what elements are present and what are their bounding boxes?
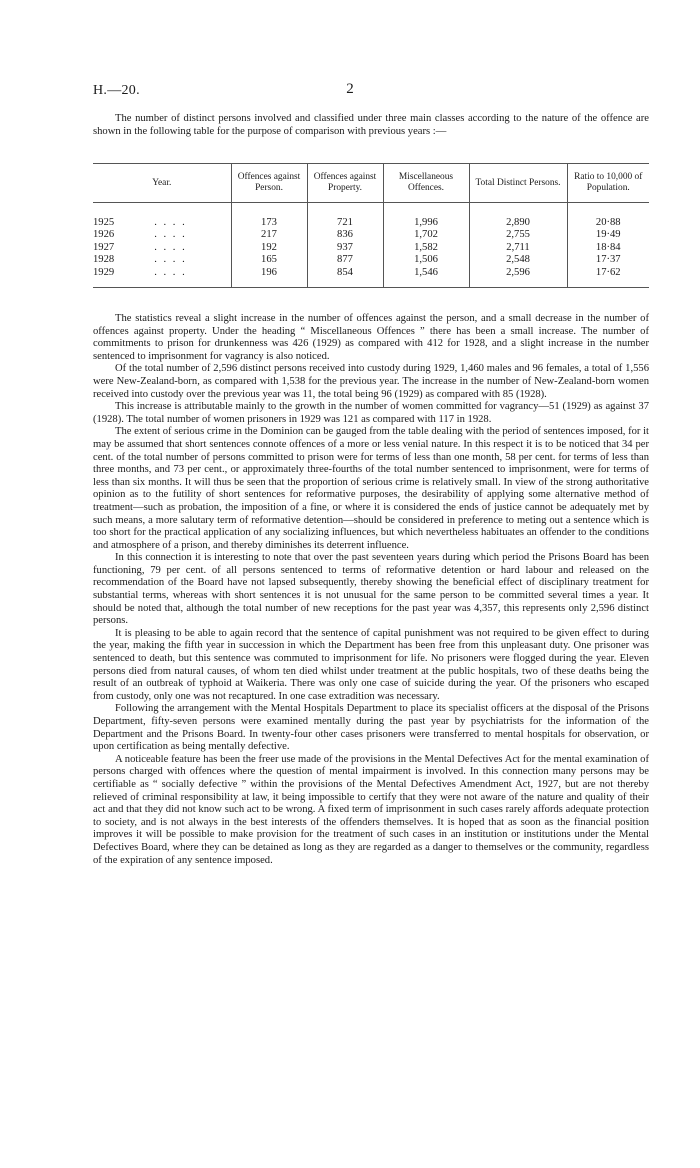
dot-leader: . . . . bbox=[154, 229, 187, 241]
document-reference: H.—20. bbox=[93, 83, 140, 98]
dot-leader: . . . . bbox=[154, 217, 187, 228]
column-header: Ratio to 10,000 of Population. bbox=[567, 164, 649, 203]
table-header-row bbox=[93, 164, 649, 203]
table-cell: 1,582 bbox=[383, 242, 469, 254]
paragraph: A noticeable feature has been the freer use made of the provisions in the Mental Defectives Act for the mental examination of persons charged with offences where the question of mental impairment is involved. In this connection many persons may be certifiable as “ socially defective ” within the provisions of the Mental Defectives Amendment Act, 1927, but are not thereby relieved of criminal responsibility at law, it being impossible to certify that they were not aware of the nature and quality of their act and that they did not know such act to be wrong. A fixed term of imprisonment in such cases rarely affords adequate protection to society, and is not always in the best interests of the offenders themselves. It is hoped that as soon as the financial position improves it will be possible to make provision for the treatment of such cases in an institution or institutions under the Mental Defectives Board, where they can be detained as long as they are regarded as a danger to themselves or the community, regardless of the expiration of any sentence imposed. bbox=[93, 753, 649, 866]
table-cell: 2,711 bbox=[469, 242, 567, 254]
table-cell: 19·49 bbox=[567, 229, 649, 241]
table-cell: 721 bbox=[307, 217, 383, 229]
dot-leader: . . . . bbox=[154, 241, 187, 253]
table-cell: 836 bbox=[307, 229, 383, 241]
paragraph: In this connection it is interesting to note that over the past seventeen years during which period the Prisons Board has been functioning, 79 per cent. of all persons sentenced to terms of reformative detention or hard labour and released on the recommendation of the Board have not lapsed subsequently, thereby showing the beneficial effect of disciplinary treatment for substantial terms, whereas with short sentences it is not unusual for the same person to be committed several times a year. It should be noted that, although the total number of new receptions for the past year was 4,357, this represents only 2,596 distinct persons. bbox=[93, 552, 649, 627]
table-cell: 1,546 bbox=[383, 267, 469, 288]
offences-table bbox=[93, 163, 649, 288]
table-cell: 937 bbox=[307, 242, 383, 254]
table-cell: 196 bbox=[231, 267, 307, 288]
table-cell: 2,548 bbox=[469, 254, 567, 266]
intro-paragraph bbox=[93, 113, 649, 138]
table-cell: 2,890 bbox=[469, 217, 567, 229]
table-cell: 1,996 bbox=[383, 217, 469, 229]
table-cell: 2,755 bbox=[469, 229, 567, 241]
paragraph: This increase is attributable mainly to the growth in the number of women committed for vagrancy—51 (1929) as against 37 (1928). The total number of women prisoners in 1929 was 121 as compared with 117 in 1928. bbox=[93, 401, 649, 425]
column-header: Offences against Person. bbox=[231, 164, 307, 203]
body-text bbox=[93, 313, 649, 867]
table-cell: 165 bbox=[231, 254, 307, 266]
year-cell: 1928 bbox=[93, 254, 115, 266]
year-cell: 1927 bbox=[93, 241, 115, 253]
paragraph: The extent of serious crime in the Dominion can be gauged from the table dealing with the period of sentences imposed, for it may be assumed that short sentences connote offences of a more or less venial nature. In this respect it is to be noticed that 34 per cent. of the total number of persons committed to prison were for terms of less than one month, 58 per cent. for terms of less than three months, and 73 per cent., or approximately three-fourths of the total number sentenced to imprisonment, were for terms of less than six months. It will thus be seen that the proportion of serious crime is relatively small. In view of the strong authoritative opinion as to the futility of short sentences for reformative purposes, the desirability of applying some alternative method of treatment—such as probation, the imposition of a fine, or where it is considered the ends of justice cannot be adequately met by such means, a more salutary term of reformative detention—should be considered in preference to meting out a sentence which is too short for the practical application of any socializing influences, but which nevertheless habituates an offender to the conditions and atmosphere of a prison, and thereby diminishes its deterrent influence. bbox=[93, 426, 649, 551]
column-header: Miscellaneous Offences. bbox=[383, 164, 469, 203]
year-cell: 1929 bbox=[93, 266, 115, 278]
table-cell: 18·84 bbox=[567, 242, 649, 254]
table-cell: 2,596 bbox=[469, 267, 567, 288]
column-header: Total Distinct Persons. bbox=[469, 164, 567, 203]
year-cell: 1925 bbox=[93, 217, 115, 228]
table-row bbox=[93, 229, 649, 241]
table-cell: 1,506 bbox=[383, 254, 469, 266]
table-cell: 877 bbox=[307, 254, 383, 266]
paragraph: The number of distinct persons involved and classified under three main classes according to the nature of the offence are shown in the following table for the purpose of comparison with previous years :— bbox=[93, 113, 649, 137]
table-cell: 854 bbox=[307, 267, 383, 288]
paragraph: It is pleasing to be able to again record that the sentence of capital punishment was not required to be given effect to during the year, making the fifth year in succession in which the Department has been free from this unpleasant duty. One prisoner was sentenced to death, but this sentence was commuted to imprisonment for life. No prisoners were flogged during the year. Eleven persons died from natural causes, of whom ten died whilst under treatment at the public hospitals, two of these deaths being the result of an outbreak of typhoid at Waikeria. There was only one case of suicide during the year. Of the prisoners who escaped from custody, only one was not recaptured. In one case extradition was necessary. bbox=[93, 627, 649, 702]
paragraph: The statistics reveal a slight increase in the number of offences against the person, and a small decrease in the number of offences against property. Under the heading “ Miscellaneous Offences ” there has been a small increase. The number of commitments to prison for drunkenness was 426 (1929) as compared with 412 for 1928, and a slight increase in the number sentenced to imprisonment for vagrancy is also noticed. bbox=[93, 313, 649, 362]
table-cell: 192 bbox=[231, 242, 307, 254]
table-row bbox=[93, 267, 649, 288]
dot-leader: . . . . bbox=[154, 266, 187, 278]
column-header: Offences against Property. bbox=[307, 164, 383, 203]
paragraph: Following the arrangement with the Mental Hospitals Department to place its specialist officers at the disposal of the Prisons Department, fifty-seven persons were examined mentally during the past year by psychiatrists for the information of the Department and the Prisons Board. In twenty-four other cases prisoners were transferred to mental hospitals for observation, or upon certification as being mentally defective. bbox=[93, 703, 649, 753]
table-cell: 1,702 bbox=[383, 229, 469, 241]
table-cell: 17·37 bbox=[567, 254, 649, 266]
column-header: Year. bbox=[93, 164, 231, 203]
page-number: 2 bbox=[346, 81, 354, 97]
table-cell: 217 bbox=[231, 229, 307, 241]
table-cell: 17·62 bbox=[567, 267, 649, 288]
table-row bbox=[93, 254, 649, 266]
year-cell: 1926 bbox=[93, 229, 115, 241]
table-cell: 173 bbox=[231, 217, 307, 229]
table-row bbox=[93, 242, 649, 254]
paragraph: Of the total number of 2,596 distinct persons received into custody during 1929, 1,460 males and 96 females, a total of 1,556 were New-Zealand-born, as compared with 1,538 for the previous year. The increase in the number of New-Zealand-born women received into custody over the previous year was 11, the total being 96 (1929) as compared with 85 (1928). bbox=[93, 363, 649, 400]
dot-leader: . . . . bbox=[154, 254, 187, 266]
table-row bbox=[93, 217, 649, 229]
table-cell: 20·88 bbox=[567, 217, 649, 229]
